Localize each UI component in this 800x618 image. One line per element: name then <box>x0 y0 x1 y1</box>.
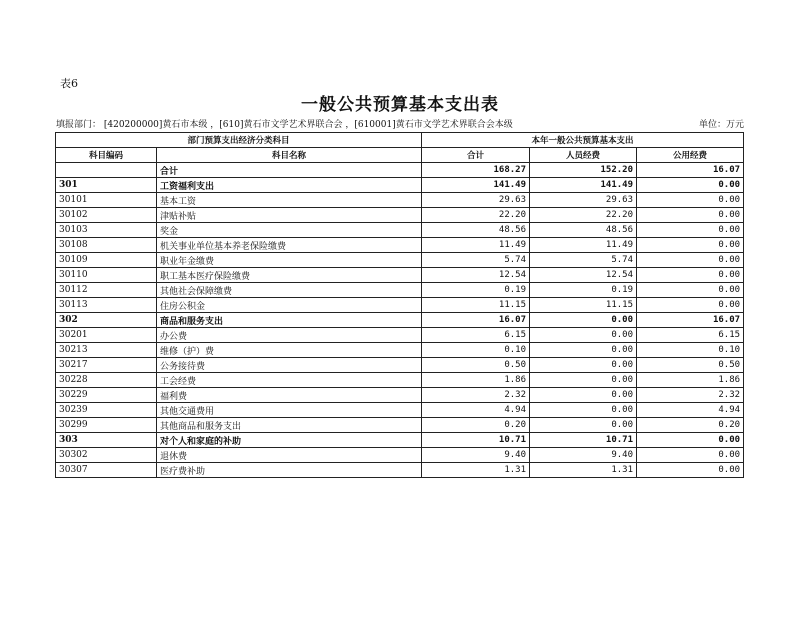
page-title: 一般公共预算基本支出表 <box>301 95 499 115</box>
cell-public: 0.00 <box>637 223 744 238</box>
cell-total: 11.49 <box>422 238 530 253</box>
cell-total: 141.49 <box>422 178 530 193</box>
cell-public: 16.07 <box>637 313 744 328</box>
table-row <box>56 298 744 313</box>
cell-personnel: 29.63 <box>530 193 637 208</box>
cell-code: 30217 <box>56 358 157 373</box>
cell-public: 0.00 <box>637 208 744 223</box>
cell-name: 其他社会保障缴费 <box>157 283 422 298</box>
cell-total: 168.27 <box>422 163 530 178</box>
table-row <box>56 388 744 403</box>
cell-public: 0.00 <box>637 298 744 313</box>
cell-public: 2.32 <box>637 388 744 403</box>
cell-code: 30229 <box>56 388 157 403</box>
cell-code: 30113 <box>56 298 157 313</box>
cell-name: 职业年金缴费 <box>157 253 422 268</box>
cell-name: 住房公积金 <box>157 298 422 313</box>
cell-total: 11.15 <box>422 298 530 313</box>
cell-public: 0.00 <box>637 433 744 448</box>
cell-code: 30307 <box>56 463 157 478</box>
cell-code: 30103 <box>56 223 157 238</box>
cell-personnel: 9.40 <box>530 448 637 463</box>
budget-table <box>55 132 744 478</box>
cell-name: 工资福利支出 <box>157 178 422 193</box>
cell-name: 医疗费补助 <box>157 463 422 478</box>
table-row <box>56 193 744 208</box>
header-personnel: 人员经费 <box>530 148 637 163</box>
cell-code: 303 <box>56 433 157 448</box>
cell-name: 工会经费 <box>157 373 422 388</box>
cell-code: 301 <box>56 178 157 193</box>
header-public: 公用经费 <box>637 148 744 163</box>
cell-total: 48.56 <box>422 223 530 238</box>
cell-total: 29.63 <box>422 193 530 208</box>
cell-personnel: 5.74 <box>530 253 637 268</box>
cell-name: 福利费 <box>157 388 422 403</box>
fill-unit: 填报部门： [420200000]黄石市本级 ，[610]黄石市文学艺术界联合会 ，[610001]黄石市文学艺术界联合会本级 <box>56 120 513 130</box>
header-group-row <box>56 133 744 148</box>
cell-total: 16.07 <box>422 313 530 328</box>
cell-personnel: 12.54 <box>530 268 637 283</box>
cell-total: 6.15 <box>422 328 530 343</box>
cell-name: 合计 <box>157 163 422 178</box>
cell-code: 302 <box>56 313 157 328</box>
cell-personnel: 11.15 <box>530 298 637 313</box>
cell-personnel: 10.71 <box>530 433 637 448</box>
cell-total: 2.32 <box>422 388 530 403</box>
table-number: 表6 <box>60 77 78 90</box>
cell-personnel: 0.00 <box>530 373 637 388</box>
cell-personnel: 0.00 <box>530 403 637 418</box>
header-total: 合计 <box>422 148 530 163</box>
cell-public: 0.20 <box>637 418 744 433</box>
cell-public: 0.50 <box>637 358 744 373</box>
cell-code: 30213 <box>56 343 157 358</box>
cell-public: 0.00 <box>637 448 744 463</box>
cell-name: 基本工资 <box>157 193 422 208</box>
cell-name: 其他交通费用 <box>157 403 422 418</box>
cell-total: 1.31 <box>422 463 530 478</box>
table-body <box>56 163 744 478</box>
cell-total: 10.71 <box>422 433 530 448</box>
cell-code: 30110 <box>56 268 157 283</box>
cell-personnel: 22.20 <box>530 208 637 223</box>
cell-public: 1.86 <box>637 373 744 388</box>
table-row <box>56 403 744 418</box>
cell-name: 津贴补贴 <box>157 208 422 223</box>
table-row <box>56 238 744 253</box>
header-code: 科目编码 <box>56 148 157 163</box>
cell-code <box>56 163 157 178</box>
table-row <box>56 328 744 343</box>
header-name: 科目名称 <box>157 148 422 163</box>
header-basic-expenditure: 本年一般公共预算基本支出 <box>422 133 744 148</box>
cell-public: 0.00 <box>637 283 744 298</box>
cell-code: 30302 <box>56 448 157 463</box>
report-meta <box>56 117 744 131</box>
cell-code: 30112 <box>56 283 157 298</box>
table-row <box>56 283 744 298</box>
cell-code: 30101 <box>56 193 157 208</box>
cell-personnel: 141.49 <box>530 178 637 193</box>
table-row <box>56 223 744 238</box>
cell-personnel: 48.56 <box>530 223 637 238</box>
cell-name: 奖金 <box>157 223 422 238</box>
cell-personnel: 0.00 <box>530 343 637 358</box>
cell-personnel: 1.31 <box>530 463 637 478</box>
table-row <box>56 463 744 478</box>
table-row <box>56 268 744 283</box>
header-column-row <box>56 148 744 163</box>
cell-total: 22.20 <box>422 208 530 223</box>
table-row <box>56 208 744 223</box>
cell-code: 30102 <box>56 208 157 223</box>
cell-personnel: 0.00 <box>530 388 637 403</box>
cell-name: 对个人和家庭的补助 <box>157 433 422 448</box>
cell-code: 30201 <box>56 328 157 343</box>
cell-public: 0.00 <box>637 463 744 478</box>
cell-total: 0.10 <box>422 343 530 358</box>
cell-personnel: 0.19 <box>530 283 637 298</box>
cell-code: 30228 <box>56 373 157 388</box>
cell-total: 0.20 <box>422 418 530 433</box>
table-row <box>56 358 744 373</box>
cell-personnel: 152.20 <box>530 163 637 178</box>
cell-name: 职工基本医疗保险缴费 <box>157 268 422 283</box>
cell-total: 0.19 <box>422 283 530 298</box>
cell-public: 0.10 <box>637 343 744 358</box>
cell-name: 机关事业单位基本养老保险缴费 <box>157 238 422 253</box>
table-row <box>56 253 744 268</box>
table-row <box>56 448 744 463</box>
cell-code: 30108 <box>56 238 157 253</box>
table-row <box>56 178 744 193</box>
cell-total: 5.74 <box>422 253 530 268</box>
header-economic-class: 部门预算支出经济分类科目 <box>56 133 422 148</box>
cell-name: 办公费 <box>157 328 422 343</box>
currency-unit: 单位：万元 <box>698 120 744 130</box>
cell-code: 30239 <box>56 403 157 418</box>
cell-name: 公务接待费 <box>157 358 422 373</box>
cell-name: 商品和服务支出 <box>157 313 422 328</box>
cell-public: 0.00 <box>637 238 744 253</box>
cell-personnel: 0.00 <box>530 358 637 373</box>
cell-public: 0.00 <box>637 268 744 283</box>
table-row <box>56 418 744 433</box>
cell-public: 16.07 <box>637 163 744 178</box>
cell-total: 0.50 <box>422 358 530 373</box>
cell-public: 4.94 <box>637 403 744 418</box>
cell-total: 12.54 <box>422 268 530 283</box>
table-row <box>56 163 744 178</box>
cell-public: 0.00 <box>637 253 744 268</box>
cell-total: 1.86 <box>422 373 530 388</box>
cell-personnel: 0.00 <box>530 313 637 328</box>
cell-name: 其他商品和服务支出 <box>157 418 422 433</box>
table-row <box>56 373 744 388</box>
cell-public: 0.00 <box>637 178 744 193</box>
cell-total: 4.94 <box>422 403 530 418</box>
cell-public: 0.00 <box>637 193 744 208</box>
cell-code: 30299 <box>56 418 157 433</box>
table-row <box>56 313 744 328</box>
cell-name: 退休费 <box>157 448 422 463</box>
cell-personnel: 11.49 <box>530 238 637 253</box>
cell-personnel: 0.00 <box>530 328 637 343</box>
cell-total: 9.40 <box>422 448 530 463</box>
table-row <box>56 343 744 358</box>
cell-personnel: 0.00 <box>530 418 637 433</box>
table-row <box>56 433 744 448</box>
cell-name: 维修（护）费 <box>157 343 422 358</box>
cell-code: 30109 <box>56 253 157 268</box>
cell-public: 6.15 <box>637 328 744 343</box>
